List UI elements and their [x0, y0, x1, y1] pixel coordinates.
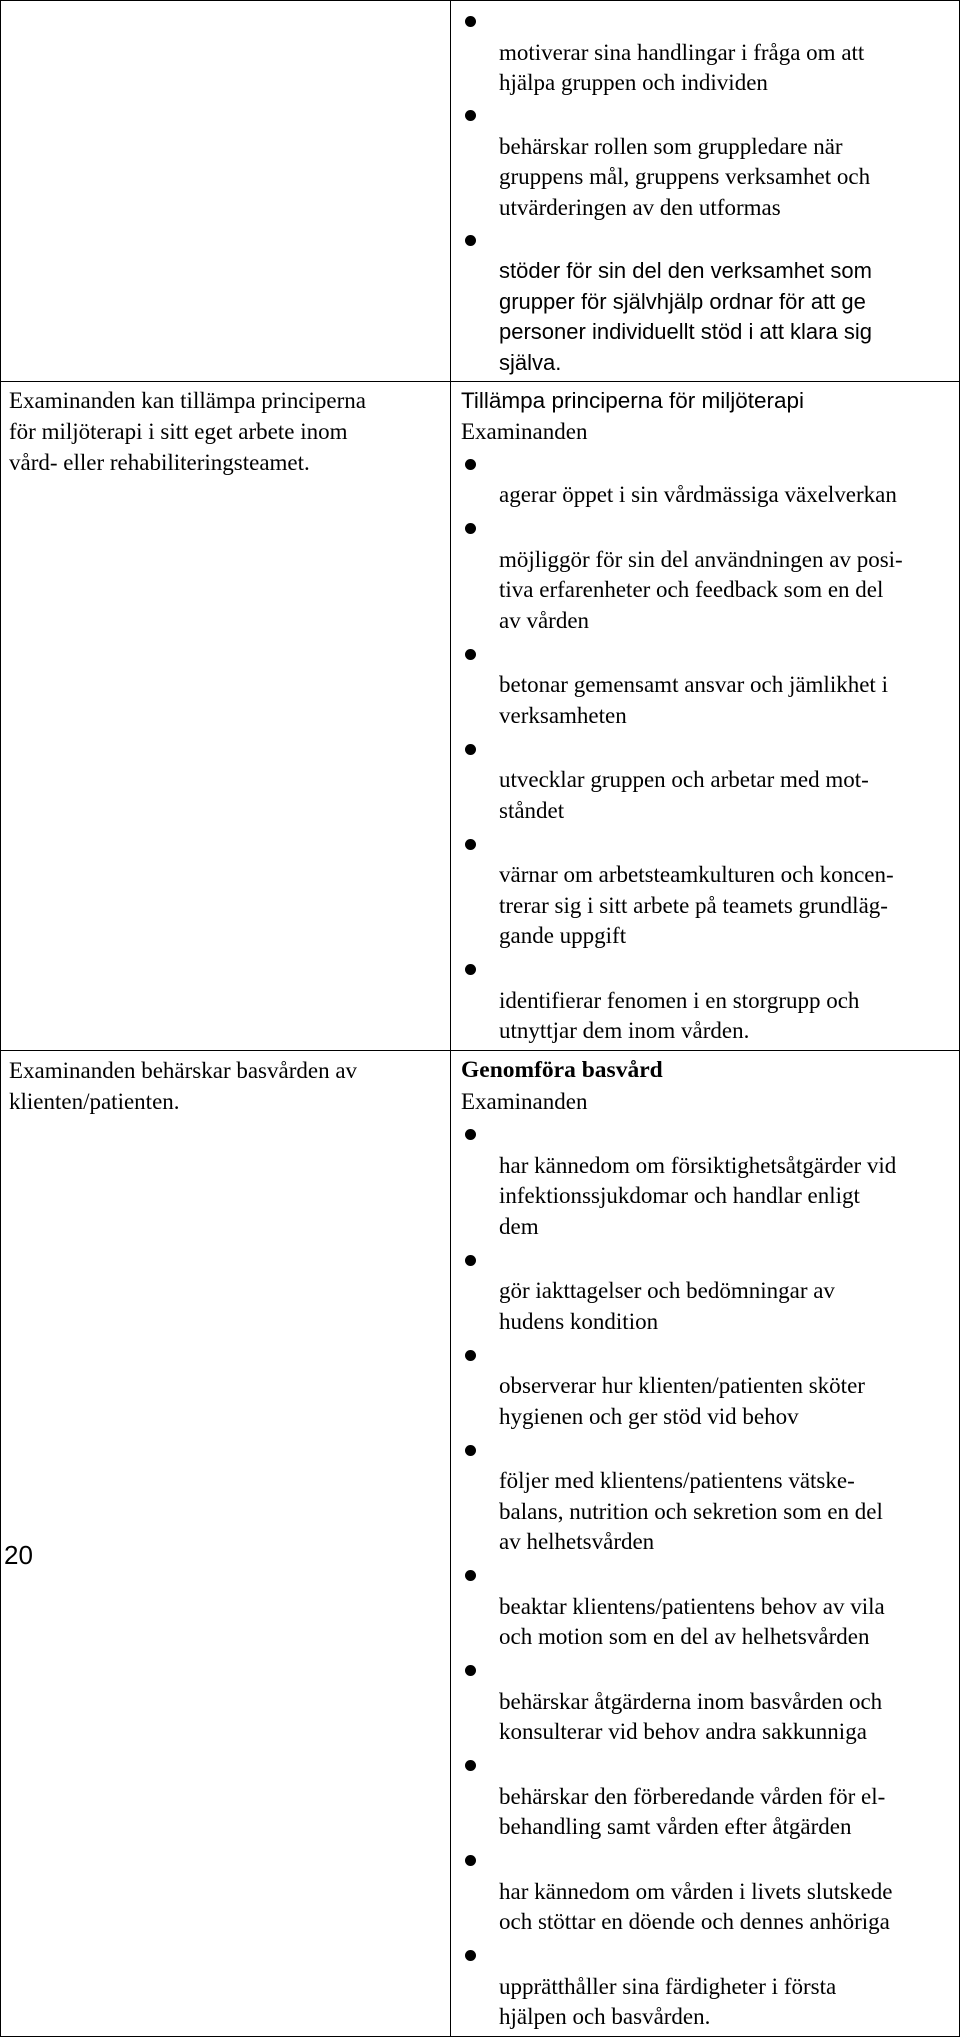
list-item-text: stöder för sin del den verksamhet som grupper för självhjälp ordnar för att ge personer individuellt stöd i att klara sig själva.	[499, 258, 872, 375]
section-heading: Tillämpa principerna för miljöterapi	[461, 387, 805, 413]
table-row	[1, 1, 960, 382]
bullet-list	[461, 7, 951, 378]
left-cell	[1, 1051, 451, 2037]
list-item	[461, 1846, 951, 1938]
left-cell	[1, 1, 451, 382]
bullet-icon	[465, 110, 476, 121]
list-item	[461, 1656, 951, 1748]
bullet-icon	[465, 459, 476, 470]
list-item	[461, 1751, 951, 1843]
right-cell	[451, 1, 960, 382]
bullet-icon	[465, 235, 476, 246]
left-cell	[1, 381, 451, 1051]
section-heading: Genomföra basvård	[461, 1057, 663, 1083]
bullet-icon	[465, 1350, 476, 1361]
list-item	[461, 1436, 951, 1558]
bullet-icon	[465, 1760, 476, 1771]
bullet-icon	[465, 744, 476, 755]
bullet-list	[461, 450, 951, 1047]
bullet-icon	[465, 1665, 476, 1676]
list-item-text: agerar öppet i sin vårdmässiga växelverkan	[499, 482, 897, 507]
list-item-text: värnar om arbetsteamkulturen och koncen- trerar sig i sitt arbete på teamets grundläg- gande uppgift	[499, 862, 894, 948]
list-item-text: behärskar rollen som gruppledare när gruppens mål, gruppens verksamhet och utvärderingen av den utformas	[499, 133, 871, 220]
table-row	[1, 381, 960, 1051]
bullet-icon	[465, 839, 476, 850]
list-item-text: beaktar klientens/patientens behov av vila och motion som en del av helhetsvården	[499, 1593, 885, 1649]
bullet-icon	[465, 1855, 476, 1866]
list-item-text: möjliggör för sin del användningen av posi- tiva erfarenheter och feedback som en del av vården	[499, 546, 903, 633]
bullet-icon	[465, 964, 476, 975]
bullet-icon	[465, 16, 476, 27]
right-cell	[451, 1051, 960, 2037]
bullet-icon	[465, 1129, 476, 1140]
bullet-icon	[465, 1255, 476, 1266]
list-item-text: utvecklar gruppen och arbetar med mot- ståndet	[499, 767, 869, 823]
list-item	[461, 1561, 951, 1653]
list-item	[461, 226, 951, 379]
bullet-list	[461, 1120, 951, 2033]
list-item	[461, 450, 951, 511]
list-item-text: har kännedom om vården i livets slutskede och stöttar en döende och dennes anhöriga	[499, 1878, 893, 1934]
criterion-text: Examinanden kan tillämpa principerna för miljöterapi i sitt eget arbete inom vård- eller rehabiliteringsteamet.	[9, 387, 367, 475]
criterion-text: Examinanden behärskar basvården av klienten/patienten.	[9, 1058, 358, 1114]
table-row	[1, 1051, 960, 2037]
list-item-text: betonar gemensamt ansvar och jämlikhet i verksamheten	[499, 672, 888, 728]
bullet-icon	[465, 649, 476, 660]
bullet-icon	[465, 1570, 476, 1581]
list-item-text: gör iakttagelser och bedömningar av hudens kondition	[499, 1278, 835, 1334]
list-item-text: observerar hur klienten/patienten sköter hygienen och ger stöd vid behov	[499, 1373, 865, 1429]
section-subheading: Examinanden	[461, 418, 588, 444]
list-item-text: identifierar fenomen i en storgrupp och utnyttjar dem inom vården.	[499, 987, 860, 1043]
list-item-text: behärskar åtgärderna inom basvården och konsulterar vid behov andra sakkunniga	[499, 1688, 883, 1744]
list-item	[461, 1941, 951, 2033]
list-item-text: motiverar sina handlingar i fråga om att hjälpa gruppen och individen	[499, 39, 865, 95]
list-item	[461, 101, 951, 223]
bullet-icon	[465, 1445, 476, 1456]
list-item	[461, 7, 951, 99]
list-item	[461, 735, 951, 827]
bullet-icon	[465, 1950, 476, 1961]
list-item-text: upprätthåller sina färdigheter i första hjälpen och basvården.	[499, 1973, 837, 2029]
list-item	[461, 1341, 951, 1433]
list-item-text: har kännedom om försiktighetsåtgärder vid infektionssjukdomar och handlar enligt dem	[499, 1152, 897, 1239]
list-item-text: följer med klientens/patientens vätske- balans, nutrition och sekretion som en del av helhetsvården	[499, 1468, 883, 1554]
page-number: 20	[4, 1540, 33, 1570]
section-subheading: Examinanden	[461, 1089, 588, 1114]
list-item	[461, 1120, 951, 1242]
list-item	[461, 1246, 951, 1338]
right-cell	[451, 381, 960, 1051]
list-item	[461, 640, 951, 732]
list-item	[461, 514, 951, 636]
list-item	[461, 830, 951, 952]
list-item-text: behärskar den förberedande vården för el- behandling samt vården efter åtgärden	[499, 1783, 886, 1839]
bullet-icon	[465, 523, 476, 534]
list-item	[461, 955, 951, 1047]
